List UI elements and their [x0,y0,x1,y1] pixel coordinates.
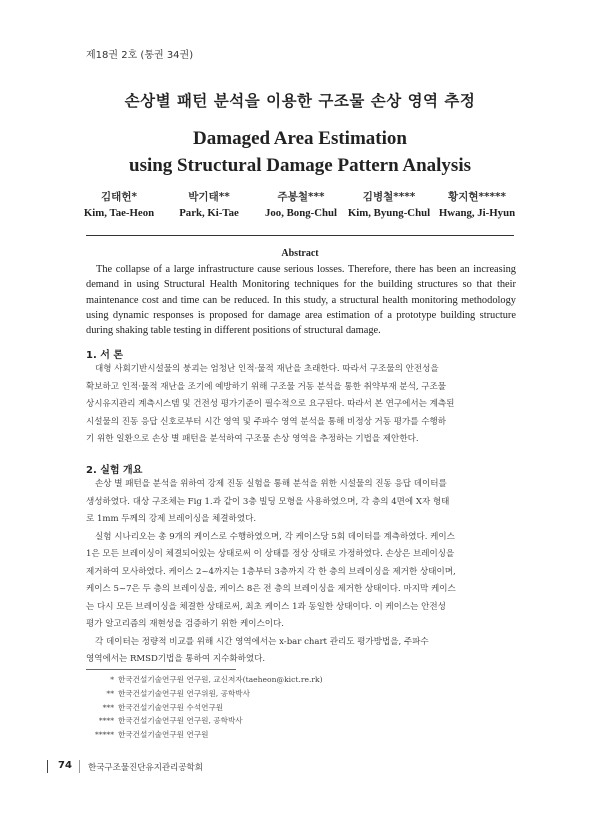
korean-title: 손상별 패턴 분석을 이용한 구조물 손상 영역 추정 [124,92,476,110]
footnote [84,702,323,716]
abstract-text: The collapse of a large infrastructure cause serious losses. Therefore, there has been an increasing demand in using Structural Health Monitoring techniques for the building structures so that their maintenance cost and time can be reduced. In this study, a structural health monitoring methodology using dynamic responses is proposed for damage area estimation of a prototype building structure during shaking table testing in different positions of structural damage. [86,264,516,337]
author-name-korean: 김병철**** [362,191,416,203]
footnote-text: 한국건설기술연구원 연구위원, 공학박사 [118,688,250,698]
author-name-english: Hwang, Ji-Hyun [438,207,516,219]
text-line: 케이스 5~7은 두 층의 브레이싱을, 케이스 8은 전 층의 브레이싱을 제거한 상태이다. 마지막 케이스 [86,584,456,594]
footnote-text: 한국건설기술연구원 연구원, 공학박사 [118,716,243,726]
text-line: 생성하였다. 대상 구조체는 Fig 1.과 같이 3층 빌딩 모형을 사용하였으며, 각 층의 4면에 X자 형태 [86,496,450,507]
footnote-text: 한국건설기술연구원 연구원 [118,730,209,740]
footnote [84,688,323,702]
text-line: 각 데이터는 정량적 비교를 위해 시간 영역에서는 x-bar chart 관리도 평가방법을, 주파수 [95,636,429,647]
abstract-heading: Abstract [281,248,319,259]
author [344,189,434,219]
footnote-mark: ** [106,688,114,698]
footer-bar [47,760,48,773]
author [74,189,164,219]
footnote [84,715,323,729]
footnote [84,674,323,688]
text-line: 영역에서는 RMSD기법을 통하여 지수화하였다. [86,654,266,664]
author [164,189,254,219]
text-line: 손상 별 패턴을 분석을 위하여 강제 진동 실험을 통해 분석을 위한 시설물의 진동 응답 데이터를 [95,479,447,489]
section-title-introduction: 1. 서 론 [86,350,124,361]
footnote-divider [86,669,236,670]
author-name-english: Kim, Byung-Chul [347,207,431,219]
section-body-experiment [86,476,516,669]
footnote-mark: *** [102,702,114,712]
footnote [84,729,323,743]
author-name-english: Park, Ki-Tae [179,207,239,219]
footnote-mark: **** [98,716,114,726]
english-title [0,125,600,179]
section-body-introduction [86,361,516,449]
author [256,189,346,219]
author-name-korean: 황지현***** [448,191,506,203]
text-line: 기 위한 일환으로 손상 별 패턴을 분석하여 구조물 손상 영역을 추정하는 기법을 제안한다. [86,434,419,444]
text-line: 1은 모든 브레이싱이 체결되어있는 상태로써 이 상태를 정상 상태로 가정하였다. 손상은 브레이싱을 [86,549,455,559]
author [432,189,522,219]
author-name-korean: 박기태** [188,191,230,203]
footer-separator [79,760,80,773]
footnote-text: 한국건설기술연구원 연구원, 교신저자(taeheon@kict.re.rk) [118,675,323,684]
text-line: 확보하고 인적·물적 재난을 조기에 예방하기 위해 구조물 거동 분석을 통한 취약부재 분석, 구조물 [86,381,447,392]
author-name-english: Kim, Tae-Heon [83,207,155,219]
text-line: 상시유지관리 계측시스템 및 건전성 평가기준이 필수적으로 요구된다. 따라서 본 연구에서는 계측된 [86,399,455,409]
text-line: 실험 시나리오는 총 9개의 케이스로 수행하였으며, 각 케이스당 5회 데이터를 계측하였다. 케이스 [95,531,455,542]
text-line: 평가 알고리즘의 재현성을 검증하기 위한 케이스이다. [86,619,284,629]
english-title-line-2: using Structural Damage Pattern Analysis [129,155,471,176]
text-line: 는 다시 모든 브레이싱을 체결한 상태로써, 최초 케이스 1과 동일한 상태이다. 이 케이스는 안전성 [86,601,446,612]
text-line: 로 1mm 두께의 강제 브레이싱을 체결하였다. [86,514,257,524]
author-name-korean: 김태헌* [101,191,137,203]
author-name-english: Joo, Bong-Chul [265,207,337,219]
section-title-experiment: 2. 실험 개요 [86,465,143,476]
text-line: 시설물의 진동 응답 신호로부터 시간 영역 및 주파수 영역 분석을 통해 비정상 거동 평가를 수행하 [86,416,447,427]
journal-name: 한국구조물진단유지관리공학회 [88,763,203,773]
footnote-mark: * [110,675,114,684]
volume-info: 제18권 2호 (통권 34권) [86,50,194,61]
text-line: 제거하여 모사하였다. 케이스 2~4까지는 1층부터 3층까지 각 한 층의 브레이싱을 제거한 상태이며, [86,566,456,577]
page-number: 74 [58,760,72,771]
divider [86,235,514,236]
text-line: 대형 사회기반시설물의 붕괴는 엄청난 인적·물적 재난을 초래한다. 따라서 구조물의 안전성을 [95,364,439,374]
footnote-text: 한국건설기술연구원 수석연구원 [118,702,224,712]
footnote-mark: ***** [95,730,114,740]
author-name-korean: 주봉철*** [277,191,325,203]
footnotes [84,674,323,743]
english-title-line-1: Damaged Area Estimation [193,128,407,149]
